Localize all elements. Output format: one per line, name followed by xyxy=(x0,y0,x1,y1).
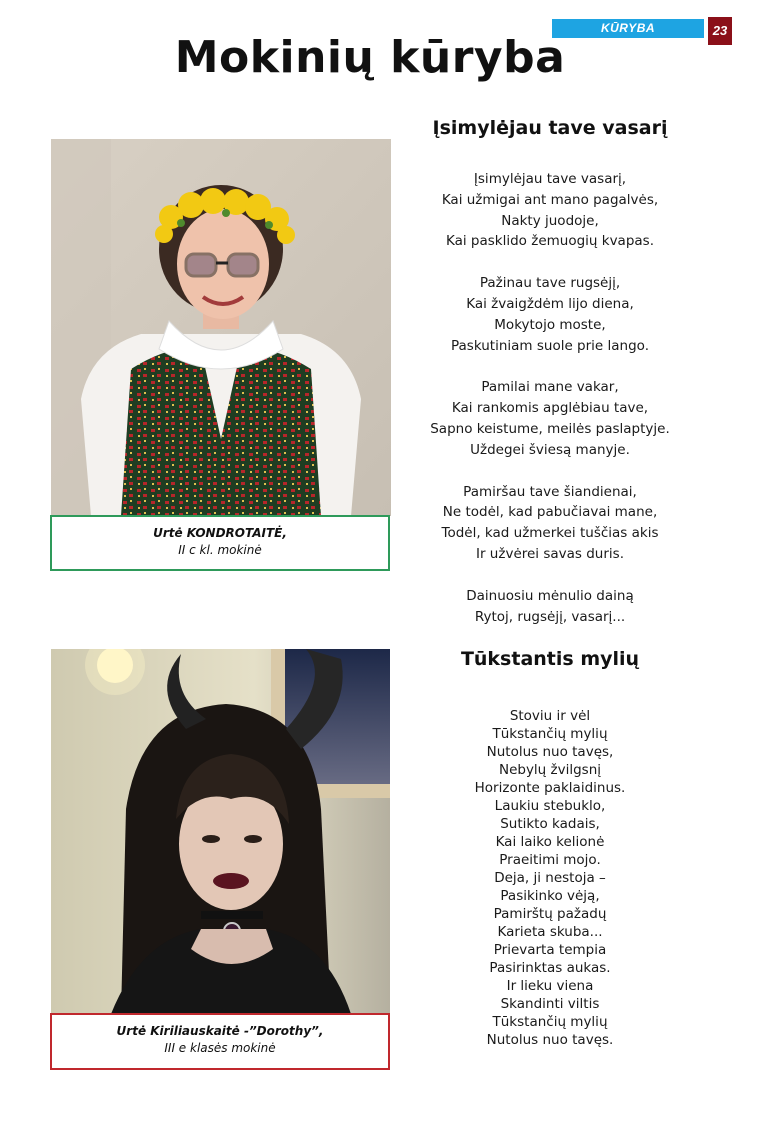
poem2-body xyxy=(400,707,700,1049)
poem1-stanza xyxy=(400,169,700,252)
poem-line: Sutikto kadais, xyxy=(500,816,600,832)
poem1-stanza xyxy=(400,377,700,460)
poem-line: Uždegei šviesą manyje. xyxy=(470,441,630,458)
author2-caption xyxy=(50,1013,390,1070)
poem-line: Pamiršau tave šiandienai, xyxy=(463,483,637,500)
page-number: 23 xyxy=(708,17,732,45)
author2-photo xyxy=(51,649,390,1014)
poem-line: Pamirštų pažadų xyxy=(493,906,607,922)
poem-line: Pamilai mane vakar, xyxy=(481,379,619,396)
poem1-body xyxy=(400,169,700,648)
poem1-title: Įsimylėjau tave vasarį xyxy=(432,117,668,139)
poem1-stanza xyxy=(400,482,700,565)
poem-line: Laukiu stebuklo, xyxy=(494,798,606,814)
author1-name: Urtė KONDROTAITĖ, xyxy=(153,526,287,540)
poem-line: Rytoj, rugsėjį, vasarį... xyxy=(474,608,626,625)
poem-line: Sapno keistume, meilės paslaptyje. xyxy=(430,420,670,437)
poem-line: Įsimylėjau tave vasarį, xyxy=(473,171,627,187)
poem-line: Prievarta tempia xyxy=(493,942,607,958)
author1-role: II c kl. mokinė xyxy=(178,543,262,557)
poem-line: Stoviu ir vėl xyxy=(509,708,591,724)
poem-line: Kai rankomis apglėbiau tave, xyxy=(451,400,649,417)
poem-line: Mokytojo moste, xyxy=(494,316,606,333)
poem-line: Dainuosiu mėnulio dainą xyxy=(466,587,634,604)
poem-line: Paskutiniam suole prie lango. xyxy=(451,337,649,354)
poem-line: Pažinau tave rugsėjį, xyxy=(479,275,621,292)
author1-photo xyxy=(51,139,391,516)
page-title: Mokinių kūryba xyxy=(174,32,566,83)
poem-line: Kai laiko kelionė xyxy=(495,834,605,850)
author2-name: Urtė Kiriliauskaitė -”Dorothy”, xyxy=(116,1024,324,1038)
poem-line: Kai žvaigždėm lijo diena, xyxy=(466,295,634,312)
poem-line: Nutolus nuo tavęs. xyxy=(486,1032,614,1048)
poem-line: Tūkstančių mylių xyxy=(492,726,608,742)
poem1-stanza xyxy=(400,586,700,628)
poem-line: Ir lieku viena xyxy=(506,978,594,994)
poem2-title: Tūkstantis mylių xyxy=(460,648,640,670)
poem-line: Karieta skuba... xyxy=(497,924,603,940)
poem-line: Skandinti viltis xyxy=(500,996,600,1012)
author2-role: III e klasės mokinė xyxy=(164,1041,276,1055)
poem-line: Ne todėl, kad pabučiavai mane, xyxy=(442,504,658,521)
poem-line: Nebylų žvilgsnį xyxy=(498,762,602,778)
poem-line: Tūkstančių mylių xyxy=(492,1014,608,1030)
poem-line: Deja, ji nestoja – xyxy=(494,870,606,886)
poem-line: Praeitimi mojo. xyxy=(499,852,601,868)
poem-line: Ir užvėrei savas duris. xyxy=(475,545,624,562)
poem-line: Kai pasklido žemuogių kvapas. xyxy=(445,233,655,250)
poem-line: Nakty juodoje, xyxy=(501,212,599,229)
poem-line: Horizonte paklaidinus. xyxy=(474,780,626,796)
poem-line: Pasikinko vėją, xyxy=(500,888,600,904)
poem-line: Todėl, kad užmerkei tuščias akis xyxy=(441,525,659,542)
author1-caption xyxy=(50,515,390,571)
poem-line: Kai užmigai ant mano pagalvės, xyxy=(441,191,659,208)
poem-line: Pasirinktas aukas. xyxy=(489,960,611,976)
poem1-stanza xyxy=(400,273,700,356)
poem-line: Nutolus nuo tavęs, xyxy=(486,744,614,760)
section-label: KŪRYBA xyxy=(552,19,704,38)
